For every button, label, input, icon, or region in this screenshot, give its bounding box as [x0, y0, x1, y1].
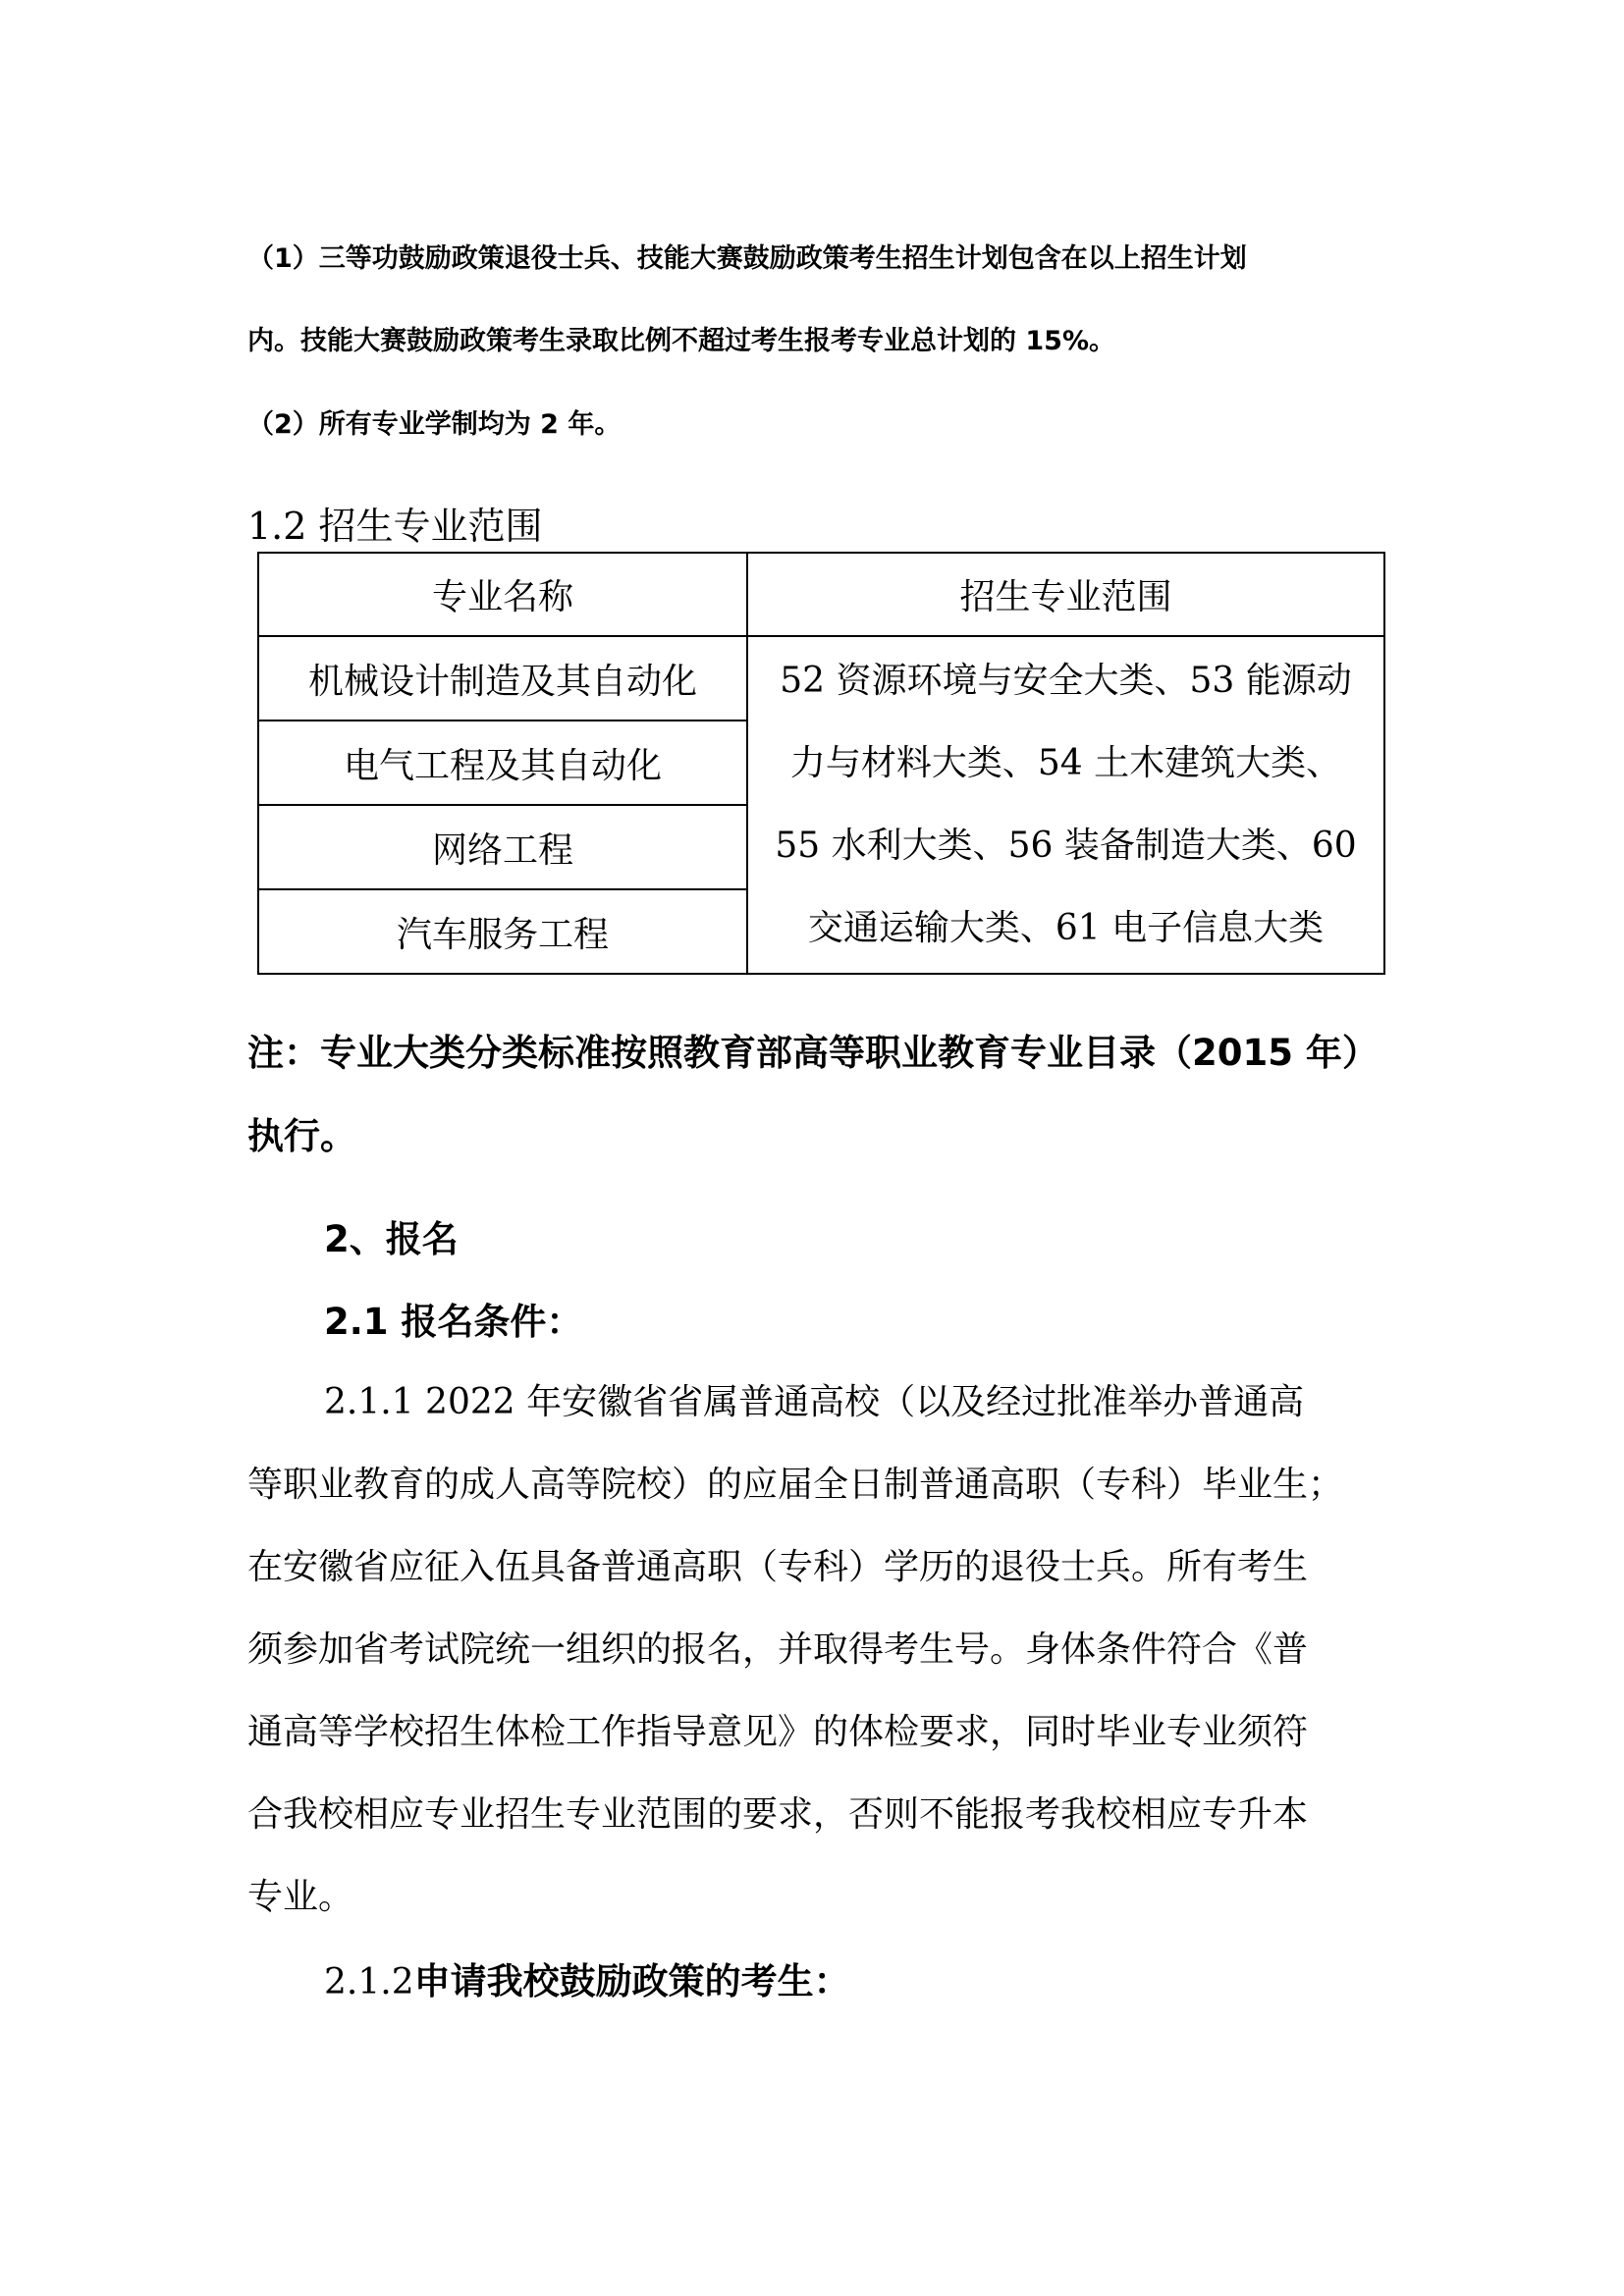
note-line-3: （2）所有专业学制均为 2 年。 [247, 409, 622, 440]
major-name-cell: 电气工程及其自动化 [258, 721, 747, 805]
header-major-name: 专业名称 [258, 553, 747, 636]
paragraph-line: 在安徽省应征入伍具备普通高职（专科）学历的退役士兵。所有考生 [247, 1547, 1309, 1587]
section-number: 2.1.2 [324, 1962, 414, 2002]
scope-line: 力与材料大类、54 土木建筑大类、 [789, 743, 1342, 783]
table-row [258, 636, 1384, 721]
note-line-1: （1）三等功鼓励政策退役士兵、技能大赛鼓励政策考生招生计划包含在以上招生计划 [247, 243, 1247, 274]
section-1-2-title: 1.2 招生专业范围 [247, 505, 543, 548]
scope-line: 52 资源环境与安全大类、53 能源动 [780, 661, 1352, 701]
paragraph-line: 须参加省考试院统一组织的报名，并取得考生号。身体条件符合《普 [247, 1629, 1309, 1670]
table-note-line-1: 注：专业大类分类标准按照教育部高等职业教育专业目录（2015 年） [247, 1032, 1379, 1074]
note-line-2: 内。技能大赛鼓励政策考生录取比例不超过考生报考专业总计划的 15%。 [247, 326, 1116, 356]
table-note-line-2: 执行。 [247, 1115, 356, 1157]
section-2-title: 2、报名 [324, 1218, 459, 1260]
scope-cell [747, 636, 1384, 974]
majors-table [257, 552, 1385, 975]
scope-line: 55 水利大类、56 装备制造大类、60 [775, 826, 1357, 866]
paragraph-line: 合我校相应专业招生专业范围的要求，否则不能报考我校相应专升本 [247, 1794, 1309, 1835]
header-scope: 招生专业范围 [747, 553, 1384, 636]
section-2-1-2-title: 申请我校鼓励政策的考生： [413, 1960, 850, 2002]
paragraph-line: 专业。 [247, 1877, 354, 1917]
table-header-row [258, 553, 1384, 636]
scope-line: 交通运输大类、61 电子信息大类 [807, 908, 1325, 948]
paragraph-line: 等职业教育的成人高等院校）的应届全日制普通高职（专科）毕业生； [247, 1465, 1344, 1505]
paragraph-line: 通高等学校招生体检工作指导意见》的体检要求，同时毕业专业须符 [247, 1712, 1309, 1752]
major-name-cell: 机械设计制造及其自动化 [258, 636, 747, 721]
major-name-cell: 网络工程 [258, 805, 747, 889]
section-2-1-title: 2.1 报名条件： [324, 1301, 583, 1343]
major-name-cell: 汽车服务工程 [258, 889, 747, 974]
section-2-1-2-heading [324, 1951, 850, 2004]
paragraph-line: 2.1.1 2022 年安徽省省属普通高校（以及经过批准举办普通高 [324, 1382, 1305, 1422]
